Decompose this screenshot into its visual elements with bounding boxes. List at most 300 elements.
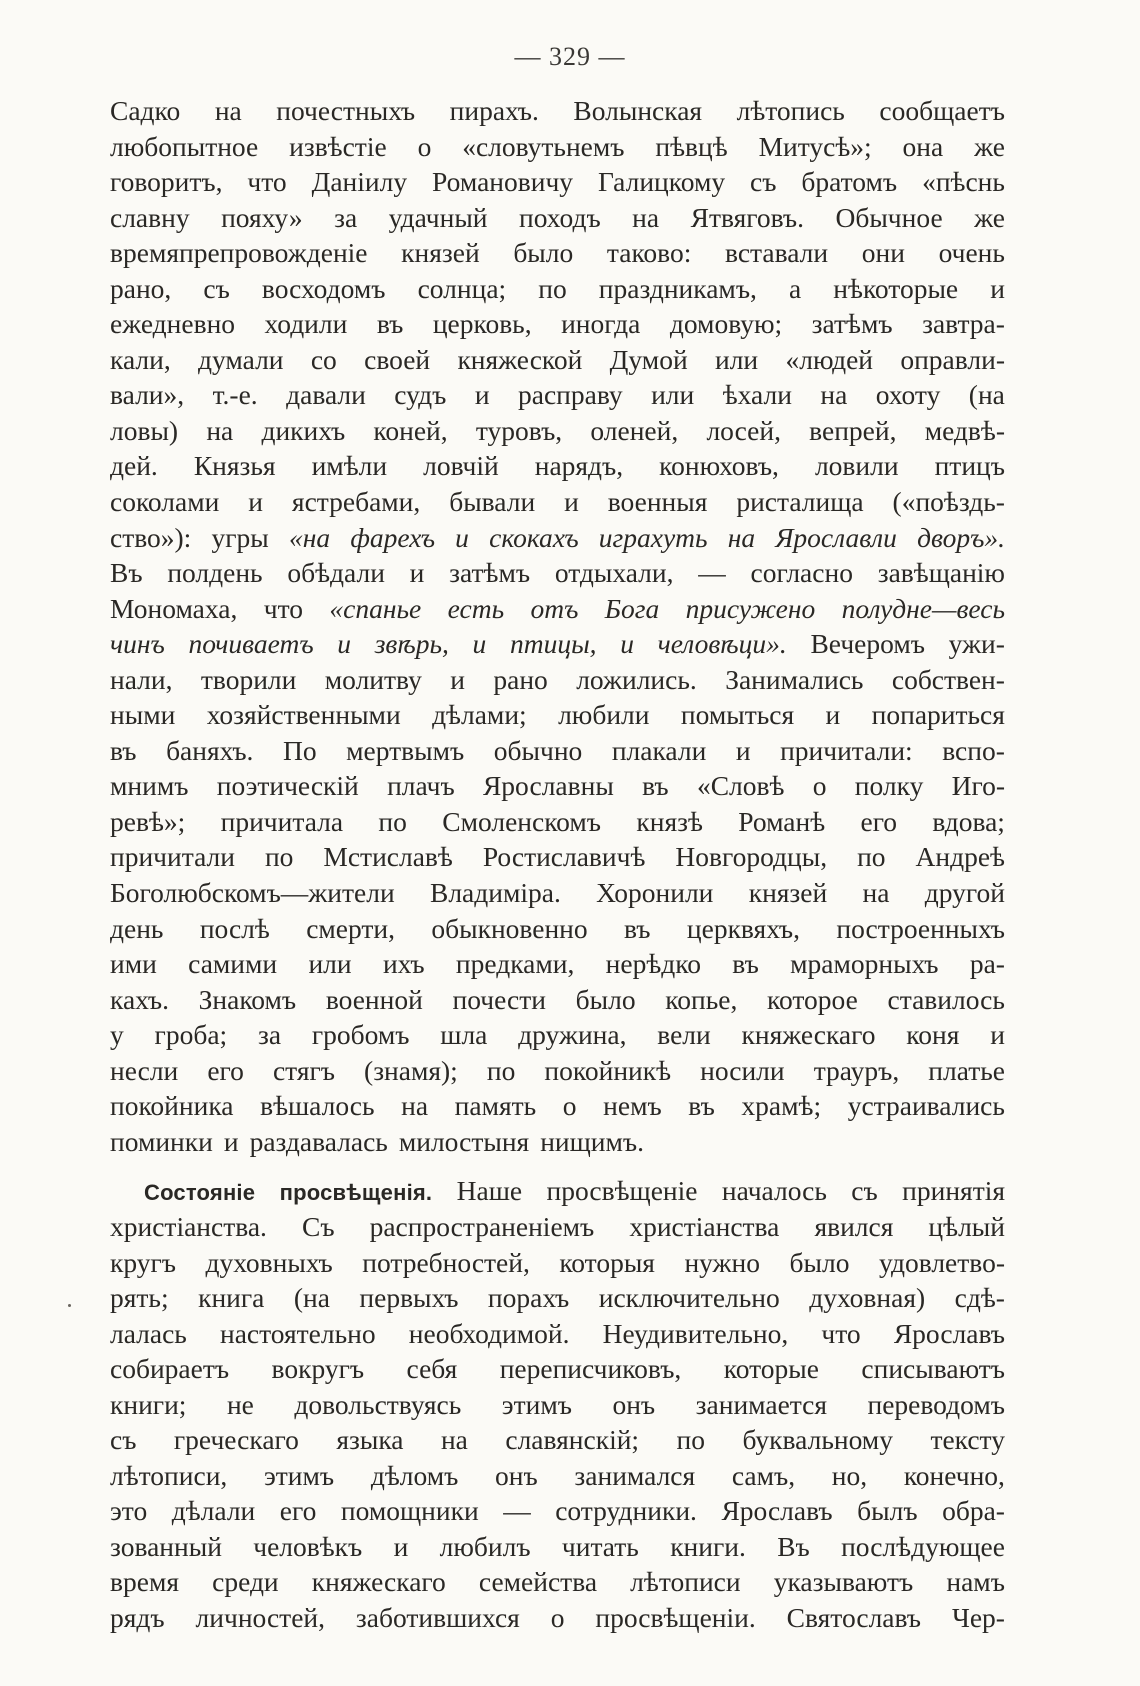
word: звѣрь, bbox=[374, 628, 449, 660]
text-line bbox=[110, 555, 1005, 591]
text-line bbox=[110, 1316, 1005, 1352]
word: князей bbox=[401, 237, 480, 269]
word: его bbox=[860, 805, 898, 837]
word: восходомъ bbox=[261, 272, 386, 304]
word: любилъ bbox=[439, 1530, 531, 1562]
word: туровъ, bbox=[475, 414, 563, 446]
word: предками, bbox=[455, 948, 575, 980]
word: князей bbox=[748, 877, 828, 909]
word: ными bbox=[110, 699, 176, 731]
word: ставилось bbox=[887, 983, 1005, 1015]
word: намъ bbox=[946, 1566, 1005, 1598]
word: нищимъ. bbox=[540, 1125, 645, 1157]
word: почиваетъ bbox=[188, 628, 314, 660]
word: что bbox=[821, 1317, 861, 1349]
word: Галицкому bbox=[597, 166, 726, 198]
word: Святославъ bbox=[786, 1601, 922, 1633]
word: Чер- bbox=[951, 1601, 1005, 1633]
word: платье bbox=[928, 1054, 1005, 1086]
word: необходимой. bbox=[408, 1317, 570, 1349]
word: которыя bbox=[559, 1246, 655, 1278]
word: таково: bbox=[606, 237, 692, 269]
word: «на bbox=[288, 521, 331, 553]
word: славну bbox=[110, 201, 190, 233]
word: затѣмъ bbox=[811, 308, 893, 340]
word: Въ bbox=[777, 1530, 810, 1562]
word: семейства bbox=[478, 1566, 598, 1598]
text-line bbox=[110, 1173, 1005, 1209]
word: походъ bbox=[519, 201, 601, 233]
text-line bbox=[110, 662, 1005, 698]
word: пирахъ. bbox=[449, 95, 539, 126]
word: онъ bbox=[612, 1388, 656, 1420]
word: молитву bbox=[324, 663, 422, 695]
word: которое bbox=[767, 983, 858, 1015]
word: вокругъ bbox=[271, 1353, 365, 1385]
text-line bbox=[110, 484, 1005, 520]
word: судъ bbox=[394, 379, 447, 411]
word: этимъ bbox=[501, 1388, 572, 1420]
word: вдова; bbox=[932, 805, 1005, 837]
text-line bbox=[110, 1017, 1005, 1053]
word: но, bbox=[831, 1459, 868, 1491]
word: (знамя); bbox=[364, 1054, 458, 1086]
word: о bbox=[562, 1090, 577, 1122]
word: пояху» bbox=[221, 201, 303, 233]
word: княжеской bbox=[457, 343, 583, 375]
word: книга bbox=[198, 1282, 265, 1314]
word: это bbox=[110, 1495, 148, 1527]
word: почести bbox=[452, 983, 546, 1015]
word: по bbox=[264, 841, 294, 873]
word: построенныхъ bbox=[836, 912, 1005, 944]
word: дѣлали bbox=[171, 1495, 256, 1527]
word: княжескаго bbox=[311, 1566, 446, 1598]
word: съ bbox=[203, 272, 230, 304]
word: ѣхали bbox=[722, 379, 792, 411]
word: причитали bbox=[110, 841, 235, 873]
word: распространеніемъ bbox=[369, 1210, 595, 1242]
word: и bbox=[409, 557, 425, 589]
text-line bbox=[110, 413, 1005, 449]
word: съ bbox=[851, 1175, 878, 1207]
word: о bbox=[812, 770, 827, 802]
word: ловчій bbox=[423, 450, 499, 482]
text-line bbox=[110, 306, 1005, 342]
word: «спанье bbox=[329, 592, 422, 624]
word: военной bbox=[325, 983, 423, 1015]
word: коней, bbox=[373, 414, 448, 446]
text-line bbox=[110, 1493, 1005, 1529]
word: было bbox=[575, 983, 636, 1015]
word: Думой bbox=[609, 343, 688, 375]
word: этимъ bbox=[263, 1459, 335, 1491]
word: завтра- bbox=[922, 308, 1005, 340]
word: за bbox=[257, 1019, 282, 1051]
word: помощники bbox=[340, 1495, 479, 1527]
word: буквальному bbox=[742, 1424, 893, 1456]
word: и bbox=[564, 486, 579, 518]
word: нали, bbox=[110, 663, 173, 695]
word: расправу bbox=[518, 379, 623, 411]
word: человѣци». bbox=[657, 628, 787, 660]
word: говоритъ, bbox=[110, 166, 223, 198]
word: день bbox=[110, 912, 164, 944]
section-heading-word: просвѣщенія. bbox=[279, 1180, 433, 1206]
text-line bbox=[110, 697, 1005, 733]
word: его bbox=[279, 1495, 317, 1527]
word: лѣтописи bbox=[630, 1566, 741, 1598]
word: лосей, bbox=[706, 414, 781, 446]
word: сдѣ- bbox=[954, 1282, 1005, 1314]
word: и bbox=[337, 628, 352, 660]
word: указываютъ bbox=[773, 1566, 914, 1598]
word: мертвымъ bbox=[346, 734, 465, 766]
word: что bbox=[263, 592, 304, 624]
word: самъ, bbox=[731, 1459, 796, 1491]
word: птицы, bbox=[509, 628, 597, 660]
word: лалась bbox=[110, 1317, 187, 1349]
word: съ bbox=[750, 166, 777, 198]
word: чинъ bbox=[110, 628, 165, 660]
word: думали bbox=[198, 343, 284, 375]
word: Мстиславѣ bbox=[323, 841, 453, 873]
word: времяпрепровожденіе bbox=[110, 237, 368, 269]
paragraph bbox=[110, 1173, 1005, 1635]
text-line bbox=[110, 591, 1005, 627]
word: несли bbox=[110, 1054, 179, 1086]
word: же bbox=[974, 130, 1005, 162]
word: занимается bbox=[695, 1388, 827, 1420]
word: Занимались bbox=[725, 663, 864, 695]
text-line bbox=[110, 1209, 1005, 1245]
word: князѣ bbox=[636, 805, 703, 837]
word: «людей bbox=[785, 343, 874, 375]
word: человѣкъ bbox=[253, 1530, 363, 1562]
word: Волынская bbox=[573, 95, 703, 126]
text-line bbox=[110, 733, 1005, 769]
word: «словутьнемъ bbox=[462, 130, 625, 162]
text-line bbox=[110, 1351, 1005, 1387]
text-line bbox=[110, 804, 1005, 840]
word: праздникамъ, bbox=[598, 272, 757, 304]
word: любили bbox=[558, 699, 650, 731]
word: поминки bbox=[110, 1125, 213, 1157]
text-line bbox=[110, 1245, 1005, 1281]
word: оленей, bbox=[590, 414, 679, 446]
word: Владиміра. bbox=[429, 877, 561, 909]
word: вали», bbox=[110, 379, 185, 411]
text-line bbox=[110, 946, 1005, 982]
word: милостыня bbox=[398, 1125, 530, 1157]
word: имѣли bbox=[311, 450, 388, 482]
word: о bbox=[417, 130, 432, 162]
word: Боголюбскомъ—жители bbox=[110, 877, 395, 909]
word: оправли- bbox=[900, 343, 1005, 375]
word: «пѣснь bbox=[922, 166, 1005, 198]
word: было bbox=[513, 237, 574, 269]
text-line bbox=[110, 1422, 1005, 1458]
word: бывали bbox=[449, 486, 536, 518]
word: сотрудники. bbox=[555, 1495, 697, 1527]
word: на bbox=[632, 201, 660, 233]
word: Ярославъ bbox=[893, 1317, 1005, 1349]
word: играхуть bbox=[598, 521, 708, 553]
word: Ростиславичѣ bbox=[482, 841, 646, 873]
word: первыхъ bbox=[359, 1282, 459, 1314]
word: Въ bbox=[110, 557, 143, 589]
word: покойникѣ bbox=[544, 1054, 672, 1086]
word: покойника bbox=[110, 1090, 234, 1122]
word: иногда bbox=[561, 308, 641, 340]
word: присужено bbox=[685, 592, 816, 624]
text-line bbox=[110, 911, 1005, 947]
word: порахъ bbox=[487, 1282, 570, 1314]
text-line bbox=[110, 626, 1005, 662]
word: Смоленскомъ bbox=[442, 805, 602, 837]
word: собираетъ bbox=[110, 1353, 230, 1385]
word: есть bbox=[447, 592, 505, 624]
word: рядъ bbox=[110, 1601, 165, 1633]
word: баняхъ. bbox=[166, 734, 254, 766]
word: было bbox=[789, 1246, 850, 1278]
word: духовныхъ bbox=[205, 1246, 333, 1278]
word: нарядъ, bbox=[534, 450, 624, 482]
word: плакали bbox=[611, 734, 707, 766]
text-line bbox=[110, 93, 1005, 129]
word: солнца; bbox=[417, 272, 507, 304]
word: переводомъ bbox=[867, 1388, 1005, 1420]
word: вставали bbox=[725, 237, 829, 269]
word: своей bbox=[364, 343, 431, 375]
word: медвѣ- bbox=[924, 414, 1005, 446]
word: домовую; bbox=[669, 308, 783, 340]
word: лѣтописи, bbox=[110, 1459, 228, 1491]
word: По bbox=[282, 734, 317, 766]
word: ловили bbox=[814, 450, 899, 482]
word: творили bbox=[200, 663, 297, 695]
word: и bbox=[990, 1019, 1005, 1051]
word: о bbox=[550, 1601, 565, 1633]
word: просвѣщеніи. bbox=[595, 1601, 756, 1633]
word: и bbox=[248, 486, 263, 518]
word: конюховъ, bbox=[659, 450, 779, 482]
word: на bbox=[206, 414, 234, 446]
word: не bbox=[226, 1388, 254, 1420]
word: Князья bbox=[193, 450, 276, 482]
word: книги. bbox=[670, 1530, 746, 1562]
word: въ bbox=[110, 734, 137, 766]
word: обѣдали bbox=[287, 557, 385, 589]
word: Знакомъ bbox=[198, 983, 297, 1015]
paragraph-gap bbox=[110, 1159, 1005, 1173]
word: дѣломъ bbox=[370, 1459, 459, 1491]
word: Митусѣ»; bbox=[758, 130, 872, 162]
word: т.-е. bbox=[212, 379, 258, 411]
word: вспо- bbox=[942, 734, 1005, 766]
text-line bbox=[110, 377, 1005, 413]
word: стягъ bbox=[272, 1054, 335, 1086]
word: тексту bbox=[930, 1424, 1005, 1456]
word: списываютъ bbox=[861, 1353, 1005, 1385]
word: копье, bbox=[665, 983, 738, 1015]
word: давали bbox=[286, 379, 366, 411]
text-line bbox=[110, 200, 1005, 236]
word: настоятельно bbox=[220, 1317, 376, 1349]
word: на bbox=[214, 95, 242, 126]
word: смерти, bbox=[306, 912, 396, 944]
word: у bbox=[110, 1019, 124, 1051]
text-line bbox=[110, 1458, 1005, 1494]
word: въ bbox=[624, 912, 651, 944]
word: угры bbox=[211, 521, 269, 553]
word: фарехъ bbox=[350, 521, 435, 553]
paragraph bbox=[110, 93, 1005, 1159]
word: по bbox=[486, 1054, 516, 1086]
word: и bbox=[735, 734, 751, 766]
word: ихъ bbox=[382, 948, 425, 980]
word: обыкновенно bbox=[431, 912, 588, 944]
word: на bbox=[727, 521, 756, 553]
word: обра- bbox=[942, 1495, 1005, 1527]
word: завѣщанію bbox=[877, 557, 1005, 589]
word: греческаго bbox=[173, 1424, 299, 1456]
word: ра- bbox=[969, 948, 1005, 980]
text-body bbox=[110, 93, 1005, 1636]
word: раздавалась bbox=[249, 1125, 388, 1157]
word: извѣстіе bbox=[289, 130, 387, 162]
word: со bbox=[310, 343, 337, 375]
word: братомъ bbox=[801, 166, 898, 198]
word: среди bbox=[212, 1566, 279, 1598]
word: вѣшалось bbox=[260, 1090, 375, 1122]
word: княжескаго bbox=[741, 1019, 876, 1051]
word: охоту bbox=[875, 379, 941, 411]
word: на bbox=[440, 1424, 468, 1456]
word: или bbox=[714, 343, 759, 375]
word: его bbox=[207, 1054, 244, 1086]
word: зованный bbox=[110, 1530, 222, 1562]
word: скокахъ bbox=[489, 521, 579, 553]
word: Съ bbox=[301, 1210, 335, 1242]
text-line bbox=[110, 1529, 1005, 1565]
word: по bbox=[676, 1424, 705, 1456]
word: Обычное bbox=[835, 201, 943, 233]
section-heading-word: Состояніе bbox=[144, 1180, 256, 1206]
word: потребностей, bbox=[362, 1246, 530, 1278]
word: плачъ bbox=[387, 770, 455, 802]
text-line bbox=[110, 1088, 1005, 1124]
word: («поѣздь- bbox=[892, 486, 1005, 518]
word: и bbox=[472, 628, 487, 660]
word: Даніилу bbox=[311, 166, 408, 198]
word: гробомъ bbox=[311, 1019, 410, 1051]
word: самими bbox=[188, 948, 278, 980]
word: ложились. bbox=[576, 663, 697, 695]
word: въ bbox=[376, 308, 404, 340]
word: причитала bbox=[220, 805, 344, 837]
word: они bbox=[861, 237, 905, 269]
word: Романовичу bbox=[432, 166, 574, 198]
text-line bbox=[110, 129, 1005, 165]
text-line bbox=[110, 271, 1005, 307]
text-line bbox=[110, 768, 1005, 804]
word: языка bbox=[336, 1424, 404, 1456]
word: ястребами, bbox=[291, 486, 421, 518]
word: послѣдующее bbox=[841, 1530, 1005, 1562]
word: пѣвцѣ bbox=[655, 130, 728, 162]
word: Бога bbox=[604, 592, 660, 624]
word: на bbox=[820, 379, 848, 411]
word: мраморныхъ bbox=[790, 948, 939, 980]
word: помыться bbox=[680, 699, 795, 731]
word: Хоронили bbox=[596, 877, 714, 909]
word: а bbox=[789, 272, 802, 304]
word: же bbox=[974, 201, 1005, 233]
word: дружина, bbox=[518, 1019, 627, 1051]
word: въ bbox=[688, 1090, 715, 1122]
word: кахъ. bbox=[110, 983, 169, 1015]
word: Романѣ bbox=[738, 805, 826, 837]
word: по bbox=[378, 805, 407, 837]
word: и bbox=[990, 272, 1005, 304]
word: что bbox=[247, 166, 287, 198]
word: кругъ bbox=[110, 1246, 176, 1278]
word: поэтическій bbox=[216, 770, 359, 802]
word: нужно bbox=[684, 1246, 761, 1278]
word: и bbox=[474, 379, 490, 411]
word: дикихъ bbox=[261, 414, 346, 446]
word: согласно bbox=[750, 557, 853, 589]
word: Неудивительно, bbox=[602, 1317, 789, 1349]
word: отъ bbox=[530, 592, 579, 624]
word: въ bbox=[642, 770, 669, 802]
text-line bbox=[110, 1280, 1005, 1316]
word: рять; bbox=[110, 1282, 169, 1314]
text-line bbox=[110, 235, 1005, 271]
word: соколами bbox=[110, 486, 220, 518]
word: ство»): bbox=[110, 521, 192, 553]
word: и bbox=[450, 663, 465, 695]
word: исключительно bbox=[598, 1282, 780, 1314]
word: другой bbox=[924, 877, 1005, 909]
word: на bbox=[862, 877, 890, 909]
word: мнимъ bbox=[110, 770, 189, 802]
word: ими bbox=[110, 948, 157, 980]
word: цѣлый bbox=[928, 1210, 1005, 1242]
word: христіанства bbox=[629, 1210, 780, 1242]
word: Ярославъ bbox=[721, 1495, 833, 1527]
word: Наше bbox=[456, 1175, 523, 1207]
word: — bbox=[503, 1495, 531, 1527]
word: себя bbox=[406, 1353, 458, 1385]
word: Иго- bbox=[951, 770, 1005, 802]
text-line bbox=[110, 342, 1005, 378]
word: лѣтопись bbox=[736, 95, 845, 126]
word: и bbox=[620, 628, 634, 660]
word: славянскій; bbox=[505, 1424, 640, 1456]
word: «Словѣ bbox=[696, 770, 785, 802]
word: удачный bbox=[388, 201, 488, 233]
word: или bbox=[651, 379, 695, 411]
word: личностей, bbox=[195, 1601, 325, 1633]
word: рано, bbox=[110, 272, 172, 304]
word: очень bbox=[938, 237, 1005, 269]
word: читать bbox=[561, 1530, 639, 1562]
word: церквяхъ, bbox=[686, 912, 800, 944]
word: военныя bbox=[607, 486, 708, 518]
word: въ bbox=[732, 948, 759, 980]
